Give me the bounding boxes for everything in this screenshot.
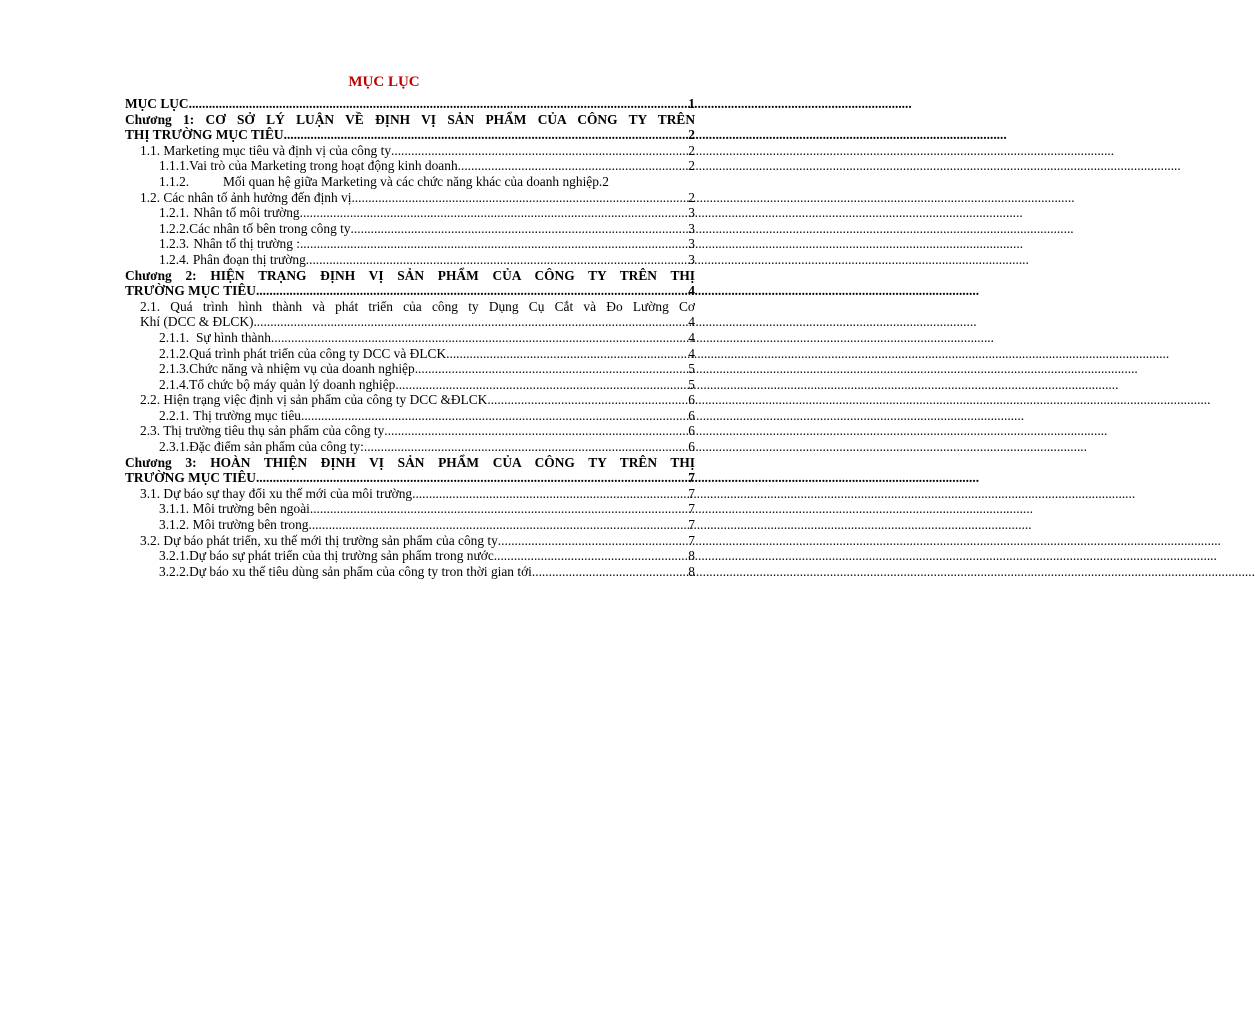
toc-entry-text: Quá trình phát triển của công ty DCC và ĐLCK [189, 345, 447, 361]
toc-entry-text: 3.1. Dự báo sự thay đổi xu thế mới của môi trường [140, 485, 413, 501]
toc-page-number: 7 [688, 517, 695, 533]
leader-dots [300, 205, 689, 221]
leader-dots [351, 190, 688, 206]
toc-entry-text: MỤC LỤC [125, 96, 189, 111]
toc-entry-2-1-1[interactable] [125, 330, 695, 346]
toc-page-number: 4 [688, 345, 695, 361]
leader-dots [498, 533, 689, 549]
leader-dots [271, 330, 688, 346]
toc-entry-2-3-1[interactable] [125, 439, 695, 455]
toc-entry-number: 1.2.4. [159, 251, 190, 267]
toc-entry-text: Môi trường bên trong [192, 517, 309, 533]
leader-dots [310, 501, 688, 517]
toc-entry-text: Thị trường mục tiêu [193, 407, 301, 423]
toc-entry-text: Môi trường bên ngoài [192, 501, 310, 517]
toc-page-number: 2 [688, 189, 695, 205]
toc-entry-2-1[interactable] [125, 299, 695, 330]
toc-entry-number: 1.2.3. [159, 236, 190, 252]
page-title: MỤC LỤC [348, 74, 420, 90]
toc-entry-number: 1.1.2. [159, 173, 190, 189]
toc-entry-3-2[interactable] [125, 533, 695, 549]
toc-entry-number: 2.3.1. [159, 439, 190, 455]
toc-entry-1-2-2[interactable] [125, 221, 695, 237]
leader-dots [306, 252, 689, 268]
toc-entry-number: 1.2.2. [159, 220, 190, 236]
toc-entry-3-1[interactable] [125, 486, 695, 502]
toc-entry-1-2-3[interactable] [125, 236, 695, 252]
leader-dots [256, 470, 688, 486]
toc-page-number: 7 [688, 501, 695, 517]
toc-entry-number: 2.1.3. [159, 361, 190, 377]
leader-dots [351, 221, 689, 237]
toc-page-number: 3 [688, 205, 695, 221]
toc-page-number: 7 [688, 470, 695, 486]
leader-dots [391, 143, 688, 159]
toc-chapter-line-2: THỊ TRƯỜNG MỤC TIÊU [125, 127, 284, 143]
toc-page-number: 3 [688, 251, 695, 267]
toc-entry-text: 2.3. Thị trường tiêu thụ sản phẩm của công ty [140, 423, 385, 439]
toc-entry-text: Chức năng và nhiệm vụ của doanh nghiệp [189, 361, 415, 377]
toc-entry-2-1-3[interactable] [125, 361, 695, 377]
toc-entry-text: Phân đoạn thị trường [192, 251, 306, 267]
leader-dots [412, 486, 688, 502]
toc-entry-text: Dự báo sự phát triển của thị trường sản phẩm trong nước [189, 548, 494, 564]
toc-entry-chapter-2[interactable] [125, 268, 695, 299]
toc-page-number: 6 [688, 407, 695, 423]
toc-entry-muc-luc[interactable] [125, 96, 695, 112]
toc-entry-3-2-2[interactable] [125, 564, 695, 580]
toc-entry-text: Tổ chức bộ máy quản lý doanh nghiệp [189, 376, 396, 392]
toc-entry-text: Nhân tố môi trường [193, 205, 300, 221]
toc-entry-1-2-1[interactable] [125, 205, 695, 221]
toc-entry-2-2[interactable] [125, 392, 695, 408]
toc-entry-number: 2.1.2. [159, 345, 190, 361]
toc-page-number: 4 [688, 314, 695, 330]
toc-page-number: 8 [688, 563, 695, 579]
toc-chapter-line-2: TRƯỜNG MỤC TIÊU [125, 283, 256, 299]
table-of-contents [125, 96, 695, 579]
toc-page-number: 7 [688, 485, 695, 501]
leader-dots [189, 96, 689, 112]
toc-page-number: 1 [688, 96, 695, 111]
leader-dots [458, 158, 689, 174]
toc-chapter-line-1: Chương 3: HOÀN THIỆN ĐỊNH VỊ SẢN PHẨM CỦA CÔNG TY TRÊN THỊ [125, 454, 695, 470]
toc-page-number: 3 [688, 220, 695, 236]
toc-entry-text: Sự hình thành [195, 329, 271, 345]
leader-dots [415, 361, 689, 377]
toc-entry-number: 2.1.1. [159, 329, 190, 345]
leader-dots [284, 127, 689, 143]
toc-entry-text: Nhân tố thị trường : [193, 236, 300, 252]
toc-entry-2-2-1[interactable] [125, 408, 695, 424]
leader-dots [487, 392, 688, 408]
toc-entry-number: 3.1.2. [159, 517, 190, 533]
toc-entry-number: 1.2.1. [159, 205, 190, 221]
toc-page-number: 3 [688, 236, 695, 252]
toc-entry-text: Đặc điểm sản phẩm của công ty: [189, 439, 364, 455]
toc-entry-number: 2.1.4. [159, 376, 190, 392]
toc-entry-chapter-3[interactable] [125, 455, 695, 486]
leader-dots [395, 377, 688, 393]
leader-dots [300, 236, 688, 252]
toc-entry-text: 1.2. Các nhân tố ảnh hưởng đến định vị [140, 189, 352, 205]
toc-entry-1-1[interactable] [125, 143, 695, 159]
leader-dots [494, 548, 689, 564]
toc-entry-1-1-1[interactable] [125, 158, 695, 174]
toc-entry-3-1-1[interactable] [125, 501, 695, 517]
toc-entry-text: 2.2. Hiện trạng việc định vị sản phẩm của công ty DCC &ĐLCK [140, 392, 488, 408]
toc-page-number: 6 [688, 392, 695, 408]
leader-dots [532, 564, 688, 580]
leader-dots [256, 283, 688, 299]
toc-entry-chapter-1[interactable] [125, 112, 695, 143]
toc-entry-1-2-4[interactable] [125, 252, 695, 268]
toc-page-number: 7 [688, 532, 695, 548]
toc-chapter-line-2: TRƯỜNG MỤC TIÊU [125, 470, 256, 486]
leader-dots [253, 314, 688, 330]
toc-page-number: 5 [688, 376, 695, 392]
toc-entry-number: 3.2.2. [159, 563, 190, 579]
toc-chapter-line-1: Chương 2: HIỆN TRẠNG ĐỊNH VỊ SẢN PHẨM CỦA CÔNG TY TRÊN THỊ [125, 267, 695, 283]
toc-page-number: 2 [688, 142, 695, 158]
toc-entry-1-1-2[interactable] [125, 174, 695, 190]
toc-entry-1-2[interactable] [125, 190, 695, 206]
toc-entry-3-1-2[interactable] [125, 517, 695, 533]
toc-entry-2-1-2[interactable] [125, 346, 695, 362]
toc-entry-text: Các nhân tố bên trong công ty [189, 220, 351, 236]
toc-page-number: 5 [688, 361, 695, 377]
leader-dots [308, 517, 688, 533]
toc-page-number: 6 [688, 423, 695, 439]
toc-entry-text: Vai trò của Marketing trong hoạt động kinh doanh [189, 158, 458, 174]
toc-entry-number: 3.1.1. [159, 501, 190, 517]
toc-entry-2-1-4[interactable] [125, 377, 695, 393]
toc-entry-number: 1.1.1. [159, 158, 190, 174]
toc-page-number: 2 [602, 173, 609, 189]
toc-entry-text: 1.1. Marketing mục tiêu và định vị của công ty [140, 142, 392, 158]
toc-entry-text: Mối quan hệ giữa Marketing và các chức năng khác của doanh nghiệp. [223, 173, 603, 189]
leader-dots [446, 346, 688, 362]
toc-entry-text: Dự báo xu thế tiêu dùng sản phẩm của công ty tron thời gian tới [189, 563, 532, 579]
toc-entry-2-3[interactable] [125, 423, 695, 439]
leader-dots [384, 423, 688, 439]
toc-page-number: 4 [688, 283, 695, 299]
toc-page-number: 4 [688, 329, 695, 345]
toc-entry-line-1: 2.1. Quá trình hình thành và phát triển của công ty Dụng Cụ Cắt và Đo Lường Cơ [140, 298, 695, 314]
toc-page-number: 6 [688, 439, 695, 455]
toc-entry-number: 2.2.1. [159, 407, 190, 423]
toc-page-number: 8 [688, 548, 695, 564]
toc-entry-number: 3.2.1. [159, 548, 190, 564]
toc-entry-line-2: Khí (DCC & ĐLCK) [140, 314, 254, 330]
toc-page-number: 2 [688, 158, 695, 174]
toc-entry-3-2-1[interactable] [125, 548, 695, 564]
leader-dots [364, 439, 688, 455]
toc-entry-text: 3.2. Dự báo phát triển, xu thế mới thị trường sản phẩm của công ty [140, 532, 498, 548]
leader-dots [301, 408, 688, 424]
toc-page-number: 2 [688, 127, 695, 143]
toc-chapter-line-1: Chương 1: CƠ SỞ LÝ LUẬN VỀ ĐỊNH VỊ SẢN PHẨM CỦA CÔNG TY TRÊN [125, 111, 695, 127]
